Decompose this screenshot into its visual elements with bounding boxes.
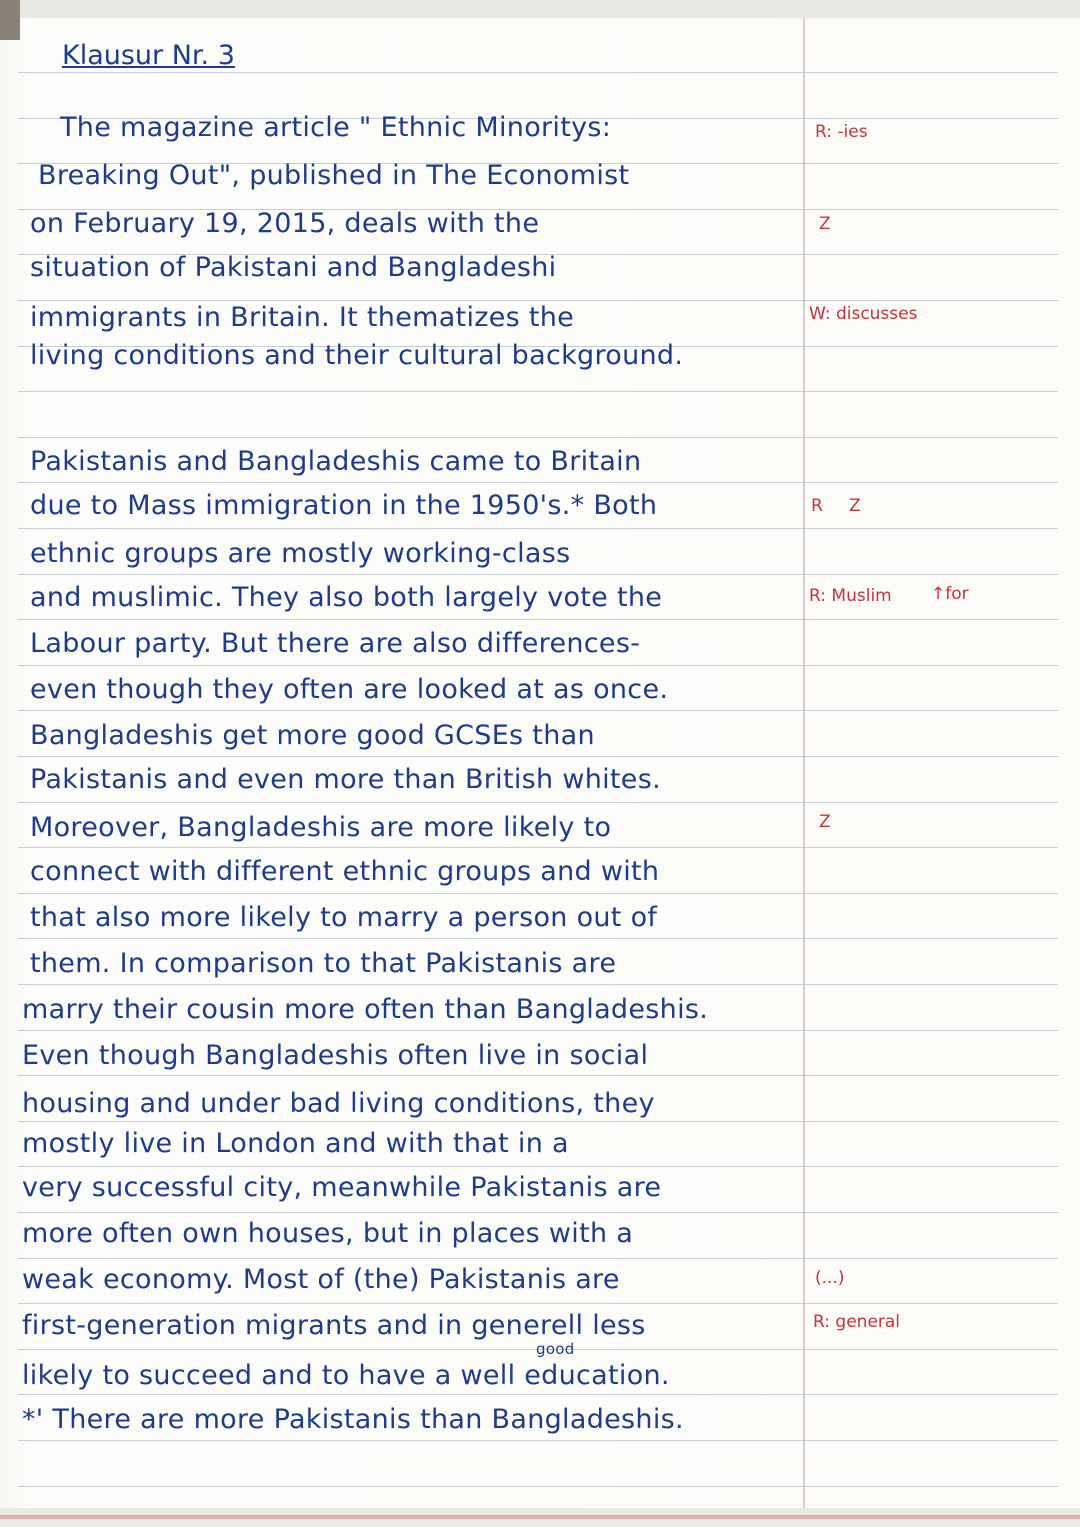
ruled-line: [18, 1075, 1058, 1076]
margin-line: [803, 18, 805, 1508]
page-bottom-stripe: [0, 1515, 1080, 1519]
text-line: likely to succeed and to have a well education.: [22, 1360, 670, 1391]
correction-note: Z: [819, 214, 831, 234]
text-line: Labour party. But there are also differences-: [30, 628, 641, 659]
ruled-line: [18, 1258, 1058, 1259]
ruled-line: [18, 574, 1058, 575]
ruled-line: [18, 528, 1058, 529]
text-line: weak economy. Most of (the) Pakistanis are: [22, 1264, 620, 1295]
page-top-edge: [0, 0, 1080, 18]
ruled-line: [18, 619, 1058, 620]
text-line: immigrants in Britain. It thematizes the: [30, 302, 575, 333]
inserted-word: good: [536, 1340, 575, 1358]
text-line: them. In comparison to that Pakistanis are: [30, 948, 617, 979]
text-line: and muslimic. They also both largely vote the: [30, 582, 663, 613]
correction-note: Z: [849, 496, 861, 516]
text-line: first-generation migrants and in generell less: [22, 1310, 646, 1341]
ruled-line: [18, 665, 1058, 666]
ruled-line: [18, 1440, 1058, 1441]
text-line: Bangladeshis get more good GCSEs than: [30, 720, 595, 751]
text-line: housing and under bad living conditions, they: [22, 1088, 655, 1119]
binder-corner: [0, 0, 20, 40]
text-line: due to Mass immigration in the 1950's.* Both: [30, 490, 658, 521]
text-line: on February 19, 2015, deals with the: [30, 208, 540, 239]
correction-note: R: -ies: [815, 122, 868, 142]
correction-note: R: [811, 496, 823, 516]
text-line: living conditions and their cultural background.: [30, 340, 684, 371]
correction-note: R: Muslim: [809, 586, 892, 606]
ruled-line: [18, 482, 1058, 483]
text-line: connect with different ethnic groups and with: [30, 856, 660, 887]
correction-note: R: general: [813, 1312, 901, 1332]
correction-note: ↑for: [931, 584, 969, 604]
text-line: even though they often are looked at as once.: [30, 674, 669, 705]
correction-note: Z: [819, 812, 831, 832]
text-line: mostly live in London and with that in a: [22, 1128, 569, 1159]
text-line: Pakistanis and even more than British whites.: [30, 764, 661, 795]
ruled-line: [18, 1121, 1058, 1122]
text-line: *' There are more Pakistanis than Bangladeshis.: [22, 1404, 684, 1435]
ruled-line: [18, 437, 1058, 438]
ruled-line: [18, 938, 1058, 939]
ruled-line: [18, 1303, 1058, 1304]
correction-note: W: discusses: [809, 304, 918, 324]
ruled-line: [18, 984, 1058, 985]
text-line: The magazine article " Ethnic Minoritys:: [60, 112, 612, 143]
correction-note: (...): [815, 1268, 845, 1288]
ruled-line: [18, 756, 1058, 757]
ruled-line: [18, 802, 1058, 803]
text-line: Breaking Out", published in The Economist: [38, 160, 630, 191]
text-line: Even though Bangladeshis often live in social: [22, 1040, 649, 1071]
text-line: very successful city, meanwhile Pakistanis are: [22, 1172, 662, 1203]
text-line: ethnic groups are mostly working-class: [30, 538, 571, 569]
text-line: that also more likely to marry a person out of: [30, 902, 658, 933]
ruled-line: [18, 1030, 1058, 1031]
text-line: marry their cousin more often than Bangladeshis.: [22, 994, 709, 1025]
ruled-line: [18, 1486, 1058, 1487]
ruled-line: [18, 847, 1058, 848]
text-line: Moreover, Bangladeshis are more likely to: [30, 812, 612, 843]
text-line: more often own houses, but in places with a: [22, 1218, 634, 1249]
ruled-line: [18, 1166, 1058, 1167]
ruled-line: [18, 1212, 1058, 1213]
text-line: Pakistanis and Bangladeshis came to Britain: [30, 446, 642, 477]
ruled-line: [18, 391, 1058, 392]
ruled-line: [18, 1394, 1058, 1395]
page-title: Klausur Nr. 3: [62, 40, 235, 71]
ruled-line: [18, 893, 1058, 894]
ruled-line: [18, 300, 1058, 301]
ruled-line: [18, 710, 1058, 711]
ruled-line: [18, 72, 1058, 73]
text-line: situation of Pakistani and Bangladeshi: [30, 252, 557, 283]
